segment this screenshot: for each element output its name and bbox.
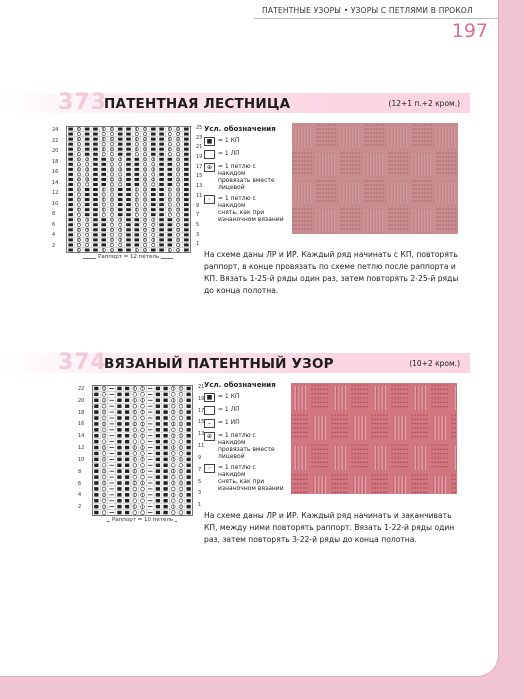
legend-item-purl: – = 1 ИП bbox=[204, 419, 284, 428]
row-number-right: 7 bbox=[198, 466, 202, 473]
legend-374 bbox=[204, 381, 284, 496]
knitted-sample-photo-374 bbox=[291, 383, 457, 494]
row-number-right: 17 bbox=[198, 407, 205, 414]
stitch-count-note: (10+2 кром.) bbox=[409, 359, 460, 368]
legend-title: Усл. обозначения bbox=[204, 125, 276, 133]
row-number-right: 15 bbox=[198, 419, 205, 426]
row-number-left: 2 bbox=[78, 504, 82, 511]
row-number-right: 1 bbox=[198, 502, 202, 509]
running-header: ПАТЕНТНЫЕ УЗОРЫ • УЗОРЫ С ПЕТЛЯМИ В ПРОКОЛ bbox=[262, 6, 473, 15]
pattern-title: ПАТЕНТНАЯ ЛЕСТНИЦА bbox=[104, 96, 291, 112]
legend-item-slip-with-yo: ◦ = 1 петлю с накидом снять, как при изнаночном вязании bbox=[204, 464, 284, 492]
row-number-right: 13 bbox=[198, 431, 205, 438]
legend-item-knit: = 1 ЛП bbox=[204, 406, 284, 415]
row-number-right: 9 bbox=[198, 454, 202, 461]
row-number-left: 14 bbox=[52, 179, 59, 186]
row-number-left: 16 bbox=[78, 421, 85, 428]
pattern-description-373: На схеме даны ЛР и ИР. Каждый ряд начинать с КП, повторять раппорт, в конце провязать по схеме петлю после раппорта и КП. Вязать 1-25-й ряды один раз, затем повторять 2-25-й ряды до конца полотна. bbox=[204, 250, 459, 295]
row-number-right: 9 bbox=[196, 202, 200, 209]
row-number-left: 16 bbox=[52, 169, 59, 175]
row-number-right: 5 bbox=[198, 478, 202, 485]
row-number-right: 19 bbox=[198, 395, 205, 402]
knitting-chart-374 bbox=[78, 385, 218, 535]
row-number-right: 3 bbox=[196, 231, 200, 238]
row-number-right: 17 bbox=[196, 163, 203, 170]
row-number-left: 22 bbox=[78, 386, 85, 392]
row-number-left: 6 bbox=[78, 480, 82, 487]
row-number-left: 6 bbox=[52, 221, 56, 228]
legend-item-knit: = 1 ЛП bbox=[204, 150, 284, 159]
row-number-left: 22 bbox=[52, 137, 59, 144]
row-number-right: 11 bbox=[198, 443, 205, 450]
chart-grid bbox=[92, 385, 194, 517]
row-number-left: 10 bbox=[52, 200, 59, 207]
legend-item-purl-edge: ■ = 1 КП bbox=[204, 137, 284, 146]
row-number-right: 11 bbox=[196, 192, 203, 199]
row-number-right: 5 bbox=[196, 221, 200, 228]
row-number-left: 20 bbox=[52, 148, 59, 154]
row-number-left: 24 bbox=[52, 127, 59, 133]
row-number-left: 14 bbox=[78, 433, 85, 440]
row-number-right: 3 bbox=[198, 490, 202, 497]
pattern-description-374: На схеме даны ЛР и ИР. Каждый ряд начинать и заканчивать КП, между ними повторять раппорт. Вязать 1-22-й ряды один раз, затем повторять 3-22-й ряды до конца полотна. bbox=[204, 511, 455, 544]
row-number-left: 20 bbox=[78, 397, 85, 404]
row-number-left: 8 bbox=[52, 211, 56, 217]
pattern-number: 373 bbox=[58, 90, 107, 115]
row-number-right: 25 bbox=[196, 125, 203, 131]
rapport-label: Раппорт = 12 петель bbox=[98, 254, 160, 260]
chart-grid bbox=[66, 126, 192, 254]
row-number-left: 4 bbox=[52, 232, 56, 238]
page-number: 197 bbox=[451, 20, 488, 42]
knitted-sample-photo-373 bbox=[292, 123, 458, 234]
row-number-right: 19 bbox=[196, 154, 203, 161]
row-number-right: 23 bbox=[196, 134, 203, 141]
legend-title: Усл. обозначения bbox=[204, 381, 276, 389]
section-heading-373 bbox=[0, 90, 470, 115]
row-number-right: 21 bbox=[198, 384, 205, 390]
header-rule bbox=[254, 18, 498, 19]
legend-item-knit-with-yo: ⊕ = 1 петлю с накидом провязать вместе лицевой bbox=[204, 432, 284, 460]
knitting-chart-373 bbox=[52, 126, 216, 272]
legend-item-knit-with-yo: ⊕ = 1 петлю с накидом провязать вместе лицевой bbox=[204, 163, 284, 191]
row-number-left: 4 bbox=[78, 492, 82, 499]
row-number-left: 12 bbox=[78, 445, 85, 452]
row-number-right: 13 bbox=[196, 183, 203, 190]
row-number-left: 2 bbox=[52, 242, 56, 249]
legend-item-slip-with-yo: ◦ = 1 петлю с накидом снять, как при изнаночном вязании bbox=[204, 195, 284, 223]
legend-373 bbox=[204, 125, 284, 227]
section-heading-374 bbox=[0, 350, 470, 375]
row-number-right: 1 bbox=[196, 241, 200, 248]
row-number-left: 18 bbox=[52, 158, 59, 165]
row-number-right: 21 bbox=[196, 144, 203, 151]
row-number-left: 18 bbox=[78, 409, 85, 416]
stitch-count-note: (12+1 п.+2 кром.) bbox=[388, 99, 460, 108]
legend-item-purl-edge: ■ = 1 КП bbox=[204, 393, 284, 402]
row-number-right: 7 bbox=[196, 212, 200, 219]
row-number-left: 12 bbox=[52, 190, 59, 196]
row-number-right: 15 bbox=[196, 173, 203, 180]
row-number-left: 10 bbox=[78, 456, 85, 463]
pattern-title: ВЯЗАНЫЙ ПАТЕНТНЫЙ УЗОР bbox=[104, 356, 334, 372]
rapport-label: Раппорт = 10 петель bbox=[112, 517, 174, 523]
pattern-number: 374 bbox=[58, 350, 107, 375]
row-number-left: 8 bbox=[78, 468, 82, 475]
